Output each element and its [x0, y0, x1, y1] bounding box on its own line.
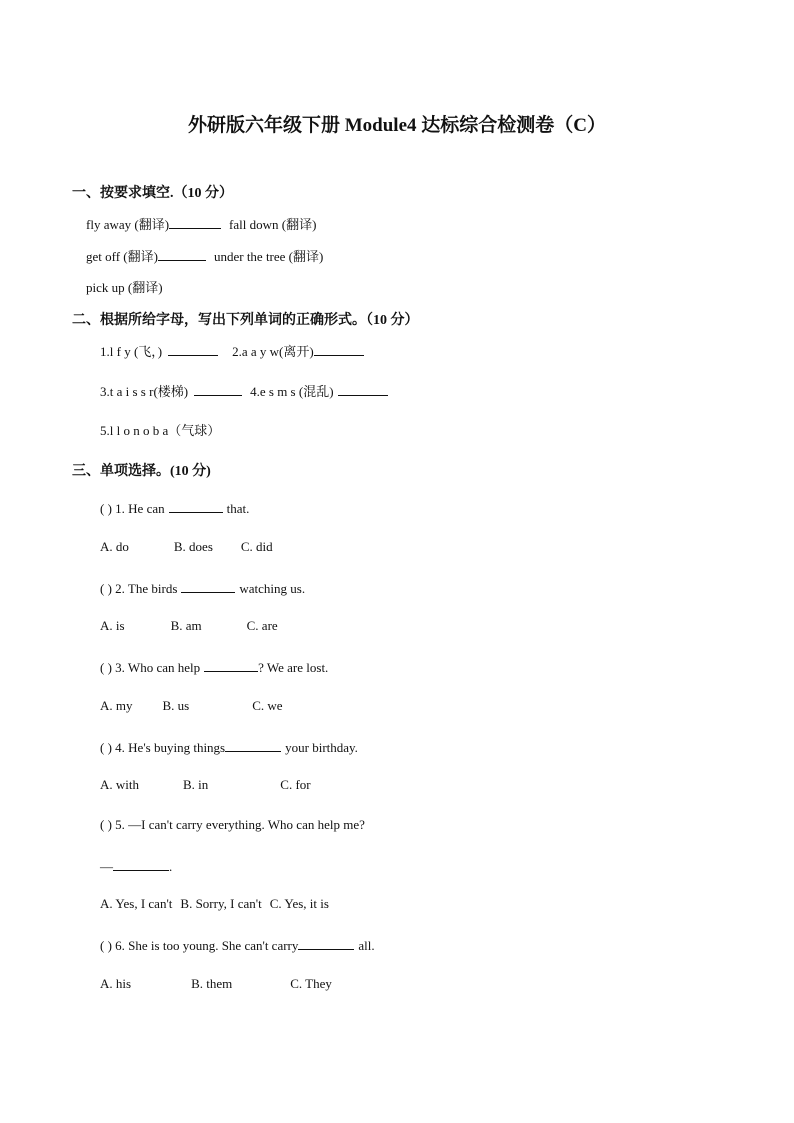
option-c[interactable]: C. we	[252, 698, 283, 713]
answer-blank[interactable]	[181, 579, 235, 593]
options-3	[100, 698, 283, 714]
option-c[interactable]: C. They	[290, 976, 332, 991]
section1-item-2	[86, 246, 323, 265]
question-text: ( ) 5. —I can't carry everything. Who can help me?	[100, 817, 365, 832]
option-a[interactable]: A. my	[100, 698, 133, 713]
section3-heading: 三、单项选择。(10 分)	[72, 464, 211, 479]
option-a[interactable]: A. is	[100, 618, 125, 633]
option-c[interactable]: C. Yes, it is	[269, 896, 329, 911]
item-text: 1.l f y (飞，)	[100, 344, 163, 359]
option-a[interactable]: A. his	[100, 976, 132, 991]
answer-blank[interactable]	[314, 342, 364, 356]
answer-blank[interactable]	[169, 499, 223, 513]
question-6	[100, 936, 375, 954]
question-3	[100, 658, 328, 676]
section1-item-1	[86, 214, 316, 233]
page-title: 外研版六年级下册 Module4 达标综合检测卷（C）	[187, 115, 606, 136]
answer-prefix: —	[100, 859, 113, 874]
answer-blank[interactable]	[298, 936, 354, 950]
option-a[interactable]: A. Yes, I can't	[100, 896, 173, 911]
option-b[interactable]: B. am	[170, 618, 202, 633]
option-a[interactable]: A. do	[100, 539, 129, 554]
answer-suffix: .	[169, 859, 173, 874]
options-6	[100, 976, 332, 992]
option-b[interactable]: B. them	[191, 976, 233, 991]
section2-item-1	[100, 341, 364, 360]
question-1	[100, 499, 249, 517]
item-text: get off (翻译)	[86, 249, 158, 264]
question-2	[100, 579, 305, 597]
section1-heading: 一、按要求填空.（10 分）	[72, 186, 233, 201]
option-b[interactable]: B. does	[173, 539, 213, 554]
question-text: watching us.	[239, 581, 306, 596]
item-text: pick up (翻译)	[86, 280, 163, 295]
answer-blank[interactable]	[113, 857, 169, 871]
option-c[interactable]: C. did	[240, 539, 273, 554]
section2-item-3	[100, 420, 220, 439]
question-text: your birthday.	[285, 740, 358, 755]
item-text: 3.t a i s s r(楼梯)	[100, 384, 189, 399]
question-text: all.	[358, 938, 375, 953]
item-text: 2.a a y w(离开)	[232, 344, 314, 359]
item-text: 4.e s m s (混乱)	[250, 384, 334, 399]
option-a[interactable]: A. with	[100, 777, 139, 792]
answer-line-5	[100, 857, 172, 875]
option-b[interactable]: B. in	[183, 777, 209, 792]
answer-blank[interactable]	[168, 342, 218, 356]
option-b[interactable]: B. us	[162, 698, 190, 713]
item-text: under the tree (翻译)	[213, 249, 324, 264]
answer-blank[interactable]	[204, 658, 258, 672]
question-text: ( ) 1. He can	[100, 501, 165, 516]
answer-blank[interactable]	[194, 382, 242, 396]
item-text: 5.l l o n o b a（气球）	[100, 423, 221, 438]
option-c[interactable]: C. are	[246, 618, 278, 633]
item-text: fly away (翻译)	[86, 217, 170, 232]
question-5	[100, 817, 365, 833]
answer-blank[interactable]	[158, 247, 206, 261]
options-4	[100, 777, 311, 793]
answer-blank[interactable]	[338, 382, 388, 396]
question-text: ( ) 4. He's buying things	[100, 740, 226, 755]
answer-blank[interactable]	[225, 738, 281, 752]
question-text: that.	[226, 501, 250, 516]
question-text: ? We are lost.	[258, 660, 329, 675]
question-text: ( ) 6. She is too young. She can't carry	[100, 938, 299, 953]
question-text: ( ) 2. The birds	[100, 581, 178, 596]
option-c[interactable]: C. for	[280, 777, 311, 792]
option-b[interactable]: B. Sorry, I can't	[180, 896, 262, 911]
options-5	[100, 896, 329, 912]
item-text: fall down (翻译)	[229, 217, 317, 232]
question-4	[100, 738, 358, 756]
options-1	[100, 539, 273, 555]
options-2	[100, 618, 278, 634]
section2-item-2	[100, 381, 388, 400]
question-text: ( ) 3. Who can help	[100, 660, 201, 675]
section2-heading: 二、根据所给字母，写出下列单词的正确形式。（10 分）	[72, 313, 419, 328]
answer-blank[interactable]	[169, 215, 221, 229]
section1-item-3	[86, 277, 163, 296]
